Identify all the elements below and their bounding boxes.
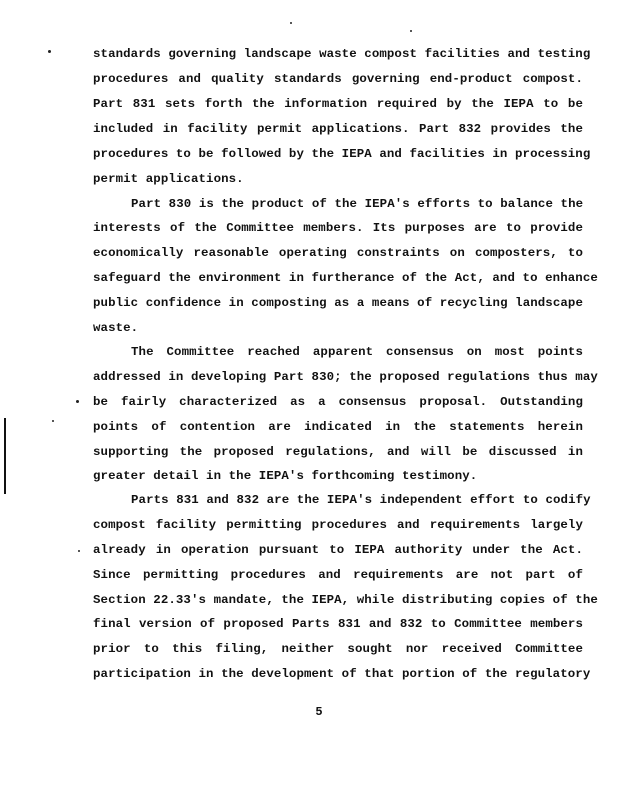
text-line: included in facility permit applications. Part 832 provides the — [93, 122, 583, 136]
text-line: interests of the Committee members. Its purposes are to provide — [93, 221, 583, 235]
scan-speck — [48, 50, 51, 53]
text-line: Section 22.33's mandate, the IEPA, while distributing copies of the — [93, 593, 598, 607]
paragraph-first-line: Part 830 is the product of the IEPA's efforts to balance the — [131, 197, 584, 211]
text-line: final version of proposed Parts 831 and 832 to Committee members — [93, 617, 583, 631]
text-line: greater detail in the IEPA's forthcoming testimony. — [93, 469, 478, 483]
scan-speck — [52, 420, 54, 422]
text-line: supporting the proposed regulations, and will be discussed in — [93, 445, 583, 459]
text-line: Part 831 sets forth the information required by the IEPA to be — [93, 97, 583, 111]
scan-speck — [76, 400, 79, 403]
scan-speck — [290, 22, 292, 24]
text-line: public confidence in composting as a means of recycling landscape — [93, 296, 583, 310]
text-line: standards governing landscape waste compost facilities and testing — [93, 47, 591, 61]
paragraph-first-line: Parts 831 and 832 are the IEPA's independent effort to codify — [131, 493, 591, 507]
page-number: 5 — [315, 705, 323, 719]
text-line: safeguard the environment in furtherance of the Act, and to enhance — [93, 271, 598, 285]
text-line: waste. — [93, 321, 139, 335]
text-line: points of contention are indicated in the statements herein — [93, 420, 583, 434]
text-line: procedures and quality standards governing end-product compost. — [93, 72, 583, 86]
paragraph-first-line: The Committee reached apparent consensus on most points — [131, 345, 583, 359]
text-line: procedures to be followed by the IEPA and facilities in processing — [93, 147, 591, 161]
scan-speck — [410, 30, 412, 32]
text-line: compost facility permitting procedures and requirements largely — [93, 518, 583, 532]
text-line: already in operation pursuant to IEPA authority under the Act. — [93, 543, 583, 557]
scan-speck — [78, 550, 80, 552]
text-line: economically reasonable operating constraints on composters, to — [93, 246, 583, 260]
scan-margin-mark — [4, 418, 6, 494]
text-line: permit applications. — [93, 172, 244, 186]
text-line: prior to this filing, neither sought nor received Committee — [93, 642, 583, 656]
text-line: be fairly characterized as a consensus proposal. Outstanding — [93, 395, 583, 409]
text-line: addressed in developing Part 830; the proposed regulations thus may — [93, 370, 598, 384]
text-line: participation in the development of that portion of the regulatory — [93, 667, 591, 681]
text-line: Since permitting procedures and requirements are not part of — [93, 568, 583, 582]
